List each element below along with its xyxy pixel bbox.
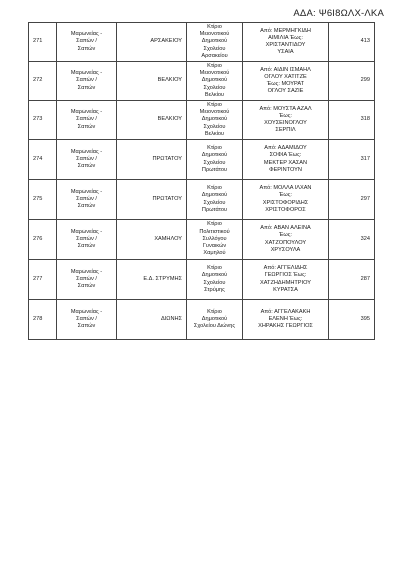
- building-line: Βελκίου: [204, 91, 225, 98]
- range-line: ΕΛΕΝΗ Έως:: [268, 315, 303, 322]
- row-number: 274: [29, 140, 57, 180]
- municipality-line: Σαπών /: [76, 77, 97, 84]
- locality-cell: ΒΕΛΚΙΟΥ: [117, 101, 187, 140]
- municipality-line: Μαρωνείας -: [70, 268, 103, 275]
- building-cell: [187, 23, 243, 62]
- building-line: Κτίριο: [207, 145, 222, 152]
- range-line: ΧΡΙΣΤΟΦΟΡΟΣ: [265, 206, 306, 213]
- building-line: Μειονοτικού: [199, 31, 230, 38]
- municipality-line: Σαπών: [77, 123, 96, 130]
- municipality-line: Μαρωνείας -: [70, 70, 103, 77]
- range-line: ΚΥΡΑΤΣΑ: [273, 286, 298, 293]
- table-row: [29, 101, 375, 140]
- municipality-line: Μαρωνείας -: [70, 308, 103, 315]
- range-line: Από: ΜΟΛΛΑ ΙΛΧΑΝ: [259, 185, 312, 192]
- municipality-line: Σαπών /: [76, 315, 97, 322]
- building-cell: [187, 180, 243, 220]
- row-number: 276: [29, 220, 57, 260]
- range-line: Από: ΑΓΓΕΛΑΚΑΚΗ: [260, 308, 311, 315]
- municipality-line: Σαπών: [77, 283, 96, 290]
- building-line: Σχολείου Διώνης: [193, 323, 236, 330]
- range-line: Από: ΑΔΑΜΙΔΟΥ: [264, 145, 307, 152]
- building-line: Πολιτιστικού: [199, 228, 230, 235]
- voter-count: 413: [329, 23, 375, 62]
- building-line: Βελκίου: [204, 130, 225, 137]
- name-range-cell: [243, 62, 329, 101]
- municipality-line: Σαπών /: [76, 195, 97, 202]
- range-line: ΧΑΤΖΟΠΟΥΛΟΥ: [264, 239, 307, 246]
- building-line: Στρύμης: [204, 286, 225, 293]
- table-row: [29, 62, 375, 101]
- table-row: [29, 300, 375, 340]
- name-range-cell: [243, 23, 329, 62]
- locality-cell: ΧΑΜΗΛΟΥ: [117, 220, 187, 260]
- building-cell: [187, 62, 243, 101]
- municipality-line: Σαπών: [77, 323, 96, 330]
- table-row: [29, 140, 375, 180]
- building-line: Κτίριο: [207, 23, 222, 30]
- name-range-cell: [243, 300, 329, 340]
- building-cell: [187, 140, 243, 180]
- row-number: 273: [29, 101, 57, 140]
- building-line: Κτίριο: [207, 185, 222, 192]
- name-range-cell: [243, 260, 329, 300]
- name-range-cell: [243, 101, 329, 140]
- range-line: ΜΕΚΤΕΡ ΧΑΣΑΝ: [263, 159, 308, 166]
- range-line: ΣΟΦΙΑ Έως:: [269, 152, 302, 159]
- range-line: ΧΡΥΣΟΥΛΑ: [270, 246, 301, 253]
- municipality-line: Σαπών /: [76, 235, 97, 242]
- range-line: Έως:: [278, 112, 292, 119]
- building-cell: [187, 260, 243, 300]
- range-line: ΧΗΡΑΚΗΣ ΓΕΩΡΓΙΟΣ: [258, 323, 313, 330]
- municipality-cell: [57, 23, 117, 62]
- table-row: [29, 180, 375, 220]
- building-line: Κτίριο: [207, 308, 222, 315]
- building-line: Συλλόγου: [202, 235, 227, 242]
- building-line: Δημοτικού: [201, 116, 228, 123]
- range-line: ΧΡΙΣΤΟΦΟΡΙΔΗΣ: [262, 199, 309, 206]
- building-line: Πρωτάτου: [201, 206, 228, 213]
- range-line: ΦΕΡΙΝΤΟΥΝ: [269, 166, 302, 173]
- table-body: [29, 23, 375, 340]
- range-line: ΑΙΜΙΛΙΑ Έως:: [268, 34, 303, 41]
- building-line: Δημοτικού: [201, 152, 228, 159]
- building-line: Αρσακείου: [201, 52, 228, 59]
- municipality-cell: [57, 220, 117, 260]
- building-cell: [187, 220, 243, 260]
- range-line: Από: ΑΓΓΕΛΙΔΗΣ: [263, 265, 308, 272]
- municipality-cell: [57, 101, 117, 140]
- row-number: 277: [29, 260, 57, 300]
- voter-count: 287: [329, 260, 375, 300]
- municipality-line: Μαρωνείας -: [70, 31, 103, 38]
- table-row: [29, 220, 375, 260]
- building-line: Κτίριο: [207, 101, 222, 108]
- municipality-cell: [57, 260, 117, 300]
- voter-count: 318: [329, 101, 375, 140]
- range-line: Από: ΜΟΥΣΤΑ ΑΖΑΛ: [259, 105, 312, 112]
- row-number: 272: [29, 62, 57, 101]
- range-line: ΧΑΤΖΗΔΗΜΗΤΡΙΟΥ: [260, 279, 311, 286]
- municipality-line: Σαπών /: [76, 116, 97, 123]
- municipality-line: Σαπών: [77, 84, 96, 91]
- building-line: Πρωτάτου: [201, 166, 228, 173]
- municipality-cell: [57, 180, 117, 220]
- range-line: Από: ΜΕΡΜΗΓΚΙΔΗ: [260, 27, 311, 34]
- municipality-line: Σαπών /: [76, 275, 97, 282]
- building-line: Κτίριο: [207, 62, 222, 69]
- building-line: Σχολείου: [203, 279, 226, 286]
- range-line: Από: ΑΙΔΙΝ ΙΣΜΑΗΛ: [260, 66, 311, 73]
- locality-cell: ΔΙΩΝΗΣ: [117, 300, 187, 340]
- municipality-cell: [57, 300, 117, 340]
- municipality-line: Μαρωνείας -: [70, 148, 103, 155]
- range-line: Έως:: [278, 192, 292, 199]
- range-line: ΟΓΛΟΥ ΧΑΤΙΤΖΕ: [264, 73, 307, 80]
- voter-count: 317: [329, 140, 375, 180]
- building-line: Σχολείου: [203, 159, 226, 166]
- voter-count: 299: [329, 62, 375, 101]
- voter-count: 395: [329, 300, 375, 340]
- range-line: ΧΟΥΣΕΙΝΟΓΛΟΥ: [264, 120, 307, 126]
- building-line: Χαμηλού: [203, 250, 226, 257]
- building-line: Δημοτικού: [201, 77, 228, 84]
- building-line: Σχολείου: [203, 123, 226, 130]
- municipality-cell: [57, 140, 117, 180]
- name-range-cell: [243, 140, 329, 180]
- range-line: ΟΓΛΟΥ ΣΑΖΙΕ: [267, 88, 304, 95]
- municipality-line: Μαρωνείας -: [70, 228, 103, 235]
- building-cell: [187, 101, 243, 140]
- range-line: ΣΕΡΠΙΛ: [275, 127, 296, 134]
- table-row: [29, 260, 375, 300]
- municipality-line: Σαπών /: [76, 38, 97, 45]
- building-line: Μειονοτικού: [199, 70, 230, 77]
- locality-cell: ΠΡΩΤΑΤΟΥ: [117, 140, 187, 180]
- municipality-line: Σαπών: [77, 243, 96, 250]
- ada-code: ΑΔΑ: Ψ6Ι8ΩΛΧ-ΛΚΑ: [293, 8, 384, 19]
- voter-count: 324: [329, 220, 375, 260]
- municipality-line: Μαρωνείας -: [70, 188, 103, 195]
- building-line: Κτίριο: [207, 221, 222, 228]
- building-line: Σχολείου: [203, 199, 226, 206]
- building-line: Δημοτικού: [201, 315, 228, 322]
- locality-cell: ΒΕΛΚΙΟΥ: [117, 62, 187, 101]
- municipality-line: Σαπών: [77, 163, 96, 170]
- building-line: Κτίριο: [207, 265, 222, 272]
- building-line: Σχολείου: [203, 84, 226, 91]
- row-number: 278: [29, 300, 57, 340]
- row-number: 271: [29, 23, 57, 62]
- name-range-cell: [243, 180, 329, 220]
- building-line: Δημοτικού: [201, 192, 228, 199]
- building-line: Σχολείου: [203, 45, 226, 52]
- range-line: Έως: ΜΟΥΡΑΤ: [266, 81, 305, 87]
- locality-cell: ΠΡΩΤΑΤΟΥ: [117, 180, 187, 220]
- municipality-cell: [57, 62, 117, 101]
- building-line: Δημοτικού: [201, 38, 228, 45]
- locality-cell: ΑΡΣΑΚΕΙΟΥ: [117, 23, 187, 62]
- range-line: ΓΕΩΡΓΙΟΣ Έως:: [264, 272, 307, 279]
- municipality-line: Μαρωνείας -: [70, 109, 103, 116]
- building-line: Γυναικών: [202, 243, 227, 250]
- table-row: [29, 23, 375, 62]
- range-line: Από: ΑΒΑΝ ΑΛΕΙΝΑ: [260, 225, 311, 232]
- building-cell: [187, 300, 243, 340]
- municipality-line: Σαπών /: [76, 155, 97, 162]
- row-number: 275: [29, 180, 57, 220]
- range-line: Έως:: [278, 232, 292, 239]
- polling-stations-table: [28, 22, 375, 340]
- range-line: ΥΣΑΙΑ: [277, 49, 294, 56]
- name-range-cell: [243, 220, 329, 260]
- locality-cell: Ε.Δ. ΣΤΡΥΜΗΣ: [117, 260, 187, 300]
- municipality-line: Σαπών: [77, 203, 96, 210]
- building-line: Δημοτικού: [201, 272, 228, 279]
- municipality-line: Σαπών: [77, 45, 96, 52]
- range-line: ΧΡΙΣΤΑΝΤΙΔΟΥ: [265, 42, 306, 48]
- voter-count: 297: [329, 180, 375, 220]
- building-line: Μειονοτικού: [199, 109, 230, 116]
